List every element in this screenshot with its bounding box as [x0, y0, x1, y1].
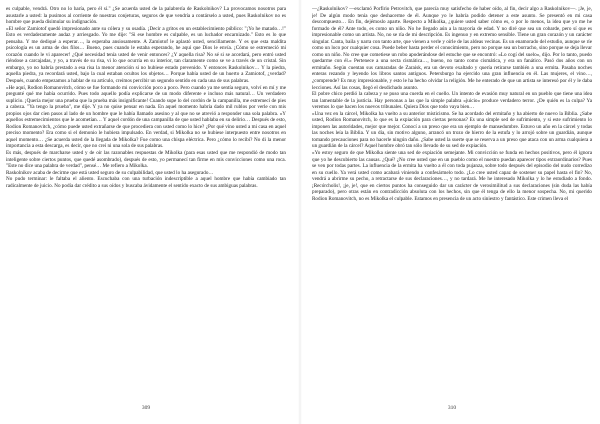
- paragraph: »El señor Zamiotof quedó impresionado ante su cólera y su osadía. ¡Decir a gritos en un establecimiento público: "¡Yo he matado…!" Esto es verdaderamente audaz y arriesgado. Yo me dije: "Si ese hombre es culpable, es un luchador encarnizado." Esto es lo que pensaba. Y me dediqué a esperar…, la esperaba ansiosamente. A Zamiotof le aplastó usted, sencillamente. Y es que esta maldita psicología es un arma de dos filos… Bueno, pues cuando le estaba esperando, he aquí que Dios le envía. ¡Cómo se estremeció mi corazón cuando le vi aparecer! ¿Qué necesidad tenía usted de venir entonces? ¿Y aquella risa? No sé si se acordará, pero entró usted riéndose a carcajadas, y yo, a través de su risa, vi lo que ocurría en su interior, tan claramente como se ve a través de un cristal. Sin embargo, yo no habría prestado a esa risa la menor atención si no hubiese estado prevenido. Y entonces Raskolnikov… Y la piedra, aquella piedra, ya recordará usted, bajo la cual estaban ocultos los objetos… Porque había usted de un huerto a Zamiotof, ¿verdad? Después, cuando empezamos a hablar de su artículo, creímos percibir un segundo sentido en cada una de sus palabras.: [6, 25, 286, 85]
- paragraph: »Yo estoy seguro de que Mikolka siente una sed de expiación semejante. Mi convicción se funda en hechos positivos, pero él ignora que yo he descubierto las causas. ¿Qué? ¿No cree usted que en un pueblo como el nuestro puedan aparecer tipos extraordinarios? Pues se ven por todas partes. La influencia de la ermita ha vuelto a él con toda pujanza, sobre todo después del episodio del nudo corredizo en su cuello. Ya verá usted como acabará viniendo a confesármelo todo. ¿Lo cree usted capaz de sostener su papel hasta el fin? No, vendrá a abrirme su pecho, a retractarse de sus declaraciones…, y no tardará. Me he interesado Mikolka y lo he estudiado a fondo. ¡Recórcholis!, ¡je, je!, que en ciertos puntos ha conseguido dar un carácter de verosimilitud a sus declaraciones (sin duda las había preparado), pero otras están en contradicción absoluta con los hechos, sin que él tenga de ello la menor sospecha. No, mi querido Rodion Romanovitch, no es Mikolka el culpable. Estamos en presencia de un acto siniestro y fantástico. Este crimen lleva el: [312, 150, 592, 202]
- right-page: [312, 6, 592, 416]
- paragraph: —¿Raskolnikov? —exclamó Porfirio Petrovitch, que parecía muy satisfecho de haber oído, al fin, decir algo a Raskolnikov—. ¡Je, je, je! De algún modo tenía que deshacerme de él. Aunque yo le habría podido detener a este asunto. Se presentó en mi casa descompuesto… En fin, dejémoslo aparte. Respecto a Mikolka, ¿quiere usted saber cómo es, o por lo menos, la idea que yo me he formado de él? Ante todo, es como un niño. No he llegado aún a la mayoría de edad. Y no diré que sea un cobarde, pero sí que es impresionable como un artista. No, no se ría de mi descripción. Es ingenuo y en extremo sensible. Tiene un gran corazón y un carácter singular. Canta, baila y narra con tanto arte, que vienen a verle y oírle de las aldeas vecinas. Es un enamorado del estudio, aunque se ríe como un loco por cualquier cosa. Puede beber hasta perder el conocimiento, pero no porque sea un borracho, sino porque se deja llevar como un niño. No cree que cometiese un robo apoderándose del estuche que se encontró: «Lo cogí del suelo», dijo. Por lo tanto, puedo quedarme con él.» Pertenece a una secta cismática…, bueno, no tanto como cismática, y era un fanático. Pasó dos años con un ermitaño. Según cuentan sus camaradas de Zaraisk, era un devoto exaltado y quería retirarse también a una ermita. Pasaba noches enteras rezando y leyendo los libros santos antiguos. Petersburgo ha ejercido una gran influencia en él. Las mujeres, el vino…, ¿comprende? Es muy impresionable, y esto le ha hecho olvidar la religión. Me he enterado de que un artista se interesó por él y le daba lecciones. Así las cosas, llegó el desdichado asunto.: [312, 6, 592, 91]
- left-page-text: [6, 6, 286, 402]
- book-gutter: [298, 0, 302, 424]
- paragraph: »Una vez en la cárcel, Mikolka ha vuelto a su anterior misticismo. Se ha acordado del ermitaño y ha abierto de nuevo la Biblia. ¿Sabe usted, Rodion Romanovitch, lo que es la expiación para ciertas personas? Es una simple sed de sufrimiento, y si este sufrimiento lo imponen las autoridades, mejor que mejor. Conocí a un preso que era un ejemplo de mansedumbre. Estuvo un año en la cárcel y todas las noches leía la Biblia. Y un día, sin motivo alguno, arrancó un trozo de hierro de la estufa y lo arrojó sobre un guardián, aunque tomando precauciones para no hacerle ningún daño. ¿Sabe usted la suerte que se reserva a un preso que ataca con un arma cualquiera a un guardián de la cárcel? Aquel hombre obró tan sólo llevado de su sed de expiación.: [312, 110, 592, 150]
- paragraph: No pudo terminar: le faltaba el aliento. Escuchaba con una turbación indescriptible a aquel hombre que había cambiado tan radicalmente de juicio. No podía dar crédito a sus oídos y buscaba ávidamente el sentido exacto de sus ambiguas palabras.: [6, 176, 286, 189]
- left-page-number: 309: [141, 405, 151, 411]
- right-page-number: 310: [447, 405, 457, 411]
- right-page-text: [312, 6, 592, 402]
- paragraph: El pobre chico perdió la cabeza y se puso una cuerda en el cuello. Un intento de evasión muy natural en un pueblo que tiene una idea tan lamentable de la justicia. Hay personas a las que la simple palabra «juicio» produce verdadero terror. ¿De quién es la culpa? Ya veremos lo que hacen los nuevos tribunales. Quiera Dios que todo vaya bien…: [312, 91, 592, 111]
- paragraph: Raskolnikov acaba de decirme que está usted seguro de su culpabilidad, que usted lo ha asegurado…: [6, 169, 214, 176]
- left-page: [6, 6, 286, 416]
- paragraph: Es más, después de marcharse usted y de oír las razonables respuestas de Mikolka (para esas usted que me respondió de modo tan inteligente sobre ciertos puntos, que quedé asombrado), después de esto, yo permanecí tan firme en mis convicciones como una roca. "Este no dice una palabra de verdad", pensé… Me refiero a Mikolka.: [6, 150, 286, 170]
- paragraph: »He aquí, Rodion Romanovitch, cómo se fue formando mi convicción poco a poco. Pero cuando ya me sentía seguro, volví en mí y me pregunté qué me había ocurrido. Pues todo aquello podía explicarse de un modo diferente e incluso más natural… Un verdadero suplicio. ¡Quería mejor una prueba que la prueba más insignificante! Cuando supe lo del cordón de la campanilla, me estremecí de pies a cabeza. "Ya tengo la prueba", me dije. Y ya no quise pensar en nada. En aquel momento habría dado mil rublos por verle con mis propios ojos dar cien pasos al lado de un hombre que le había llamado asesino y al que no se atrevió a responder una sola palabra. »Y aquellos estremecimientos que le acometían… Y aquel cordón de una campanilla de que usted hablaba en su delirio… Después de esto, Rodion Romanovitch, ¿cómo puede usted extrañarse de que procediera con usted como lo hice? ¿Por qué vino usted a mi casa en aquel preciso momento? Era como si el demonio le hubiera impulsado. En verdad, si Mikolka no se hubiese interpuesto entre nosotros en aquel momento… ¿Se acuerda usted de la llegada de Mikolka? Fue como una chispa eléctrica. Pero ¿cómo lo recibí? No di la menor importancia a esta descarga, es decir, que no creí ni una sola de sus palabras.: [6, 84, 286, 150]
- paragraph: es culpable, vendrá. Otro no lo haría, pero él sí." ¿Se acuerda usted de la palabrería de Raskolnikov? La provocamos nosotros para asustarle a usted: la pusimos al corriente de nuestras conjeturas, seguros de que vendría a contárselo a usted, pues Raskolnikov no es hombre que pueda disimular su indignación.: [6, 6, 286, 26]
